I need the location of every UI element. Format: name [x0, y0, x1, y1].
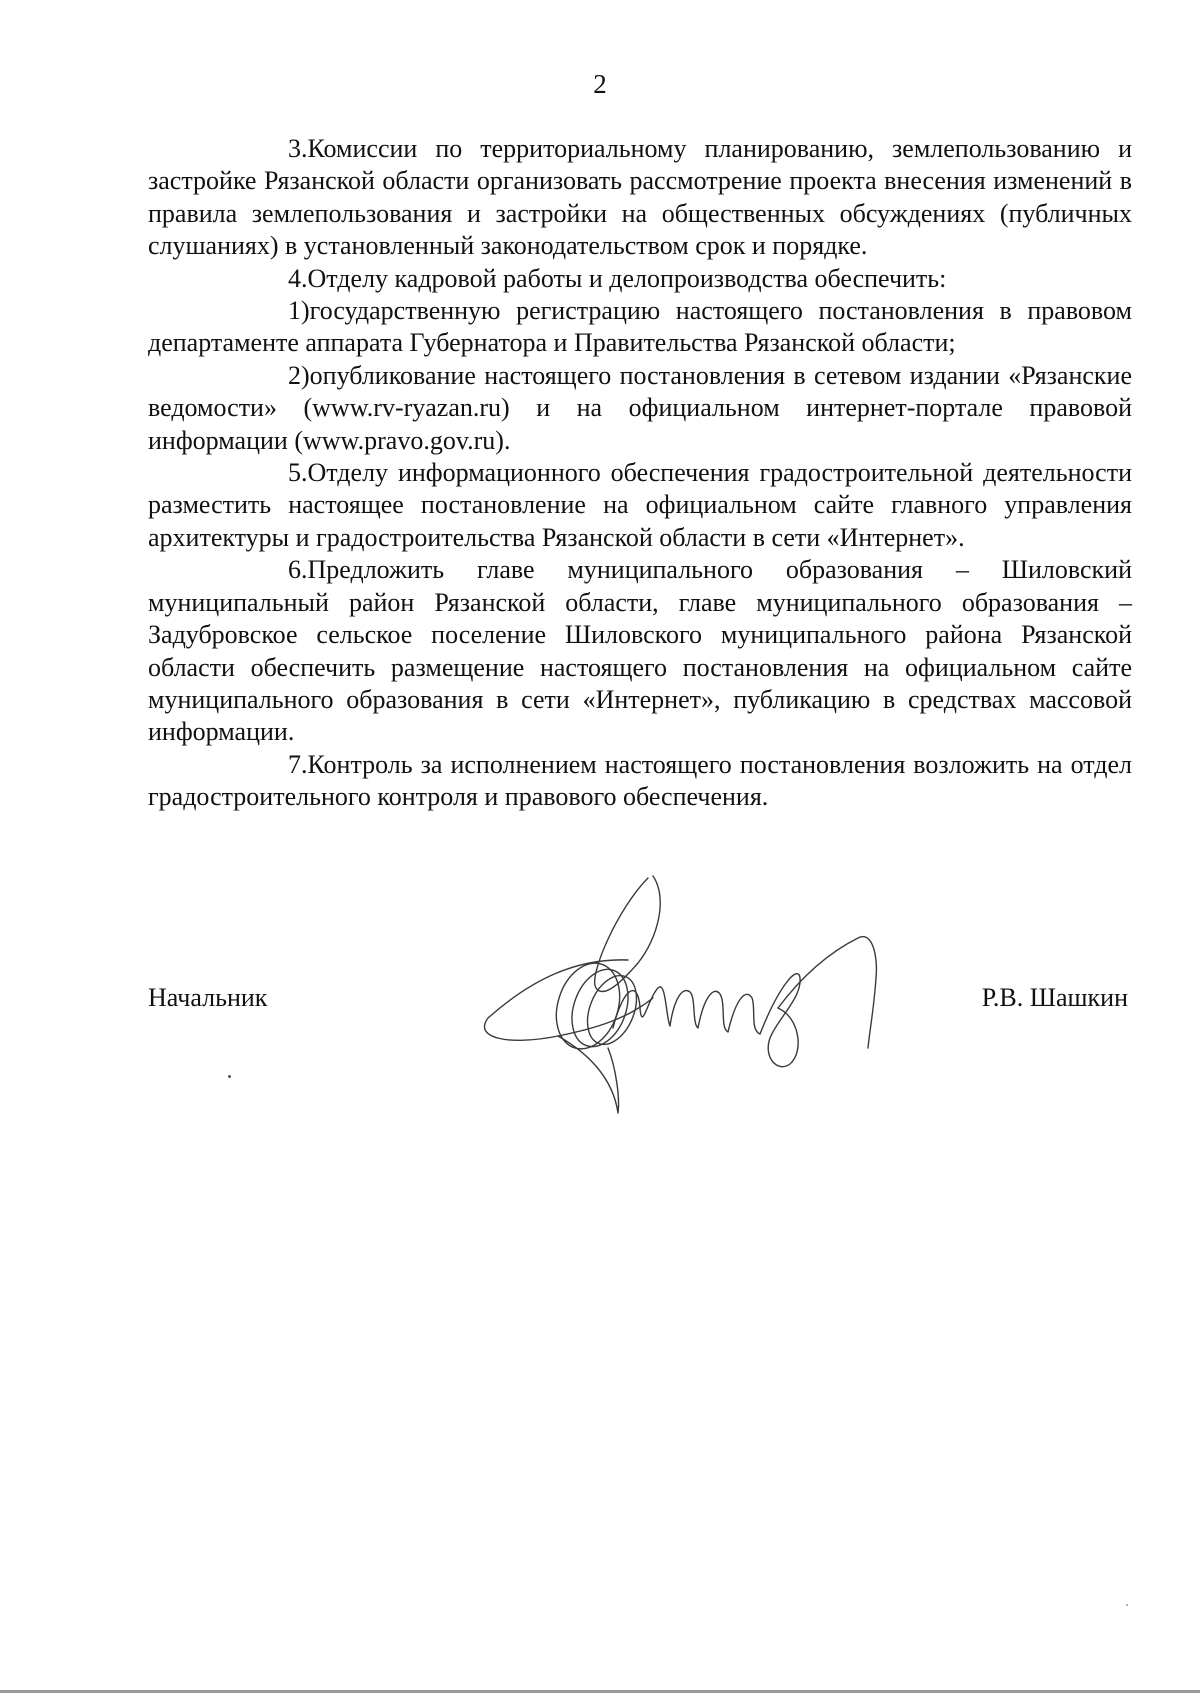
item-text: Отделу кадровой работы и делопроизводства обеспечить: — [307, 263, 947, 293]
item-text: Комиссии по территориальному планированию, землепользованию и застройке Рязанской области организовать рассмотрение проекта внесения изменений в правила землепользования и застройки на общественных обсуждениях (публичных слушаниях) в установленный законодательством срок и порядке. — [148, 134, 1132, 261]
signatory-position: Начальник — [148, 983, 268, 1012]
scan-speck — [1126, 1604, 1128, 1606]
paragraph-item-7 — [148, 749, 1132, 814]
item-number: 6. — [288, 555, 308, 585]
item-number: 4. — [288, 263, 308, 293]
item-text: Контроль за исполнением настоящего постановления возложить на отдел градостроительного контроля и правового обеспечения. — [148, 749, 1132, 812]
item-text: государственную регистрацию настоящего постановления в правовом департаменте аппарата Губернатора и Правительства Рязанской области; — [148, 296, 1132, 358]
scan-speck — [228, 1075, 231, 1078]
signatory-name: Р.В. Шашкин — [981, 983, 1128, 1012]
paragraph-subitem-2 — [148, 360, 1132, 457]
item-number: 2) — [288, 360, 310, 390]
paragraph-item-3 — [148, 133, 1132, 263]
item-number: 7. — [288, 749, 308, 779]
paragraph-subitem-1 — [148, 295, 1132, 360]
paragraph-item-5 — [148, 457, 1132, 554]
item-number: 3. — [288, 134, 308, 163]
item-text: опубликование настоящего постановления в сетевом издании «Рязанские ведомости» (www.rv-ryazan.ru) и на официальном интернет-портале правовой информации (www.pravo.gov.ru). — [148, 360, 1132, 455]
item-text: Отделу информационного обеспечения градостроительной деятельности разместить настоящее постановление на официальном сайте главного управления архитектуры и градостроительства Рязанской области в сети «Интернет». — [148, 458, 1132, 552]
handwritten-signature — [478, 868, 878, 1128]
item-number: 1) — [288, 296, 310, 326]
paragraph-item-6 — [148, 554, 1132, 748]
document-body — [148, 133, 1132, 814]
paragraph-item-4 — [148, 263, 1132, 295]
scan-edge-line — [0, 1690, 1200, 1693]
item-number: 5. — [288, 458, 308, 488]
page-number: 2 — [593, 69, 607, 99]
item-text: Предложить главе муниципального образования – Шиловский муниципальный район Рязанской области, главе муниципального образования – Задубровское сельское поселение Шиловского муниципального района Рязанской области обеспечить размещение настоящего постановления на официальном сайте муниципального образования в сети «Интернет», публикацию в средствах массовой информации. — [148, 555, 1132, 747]
